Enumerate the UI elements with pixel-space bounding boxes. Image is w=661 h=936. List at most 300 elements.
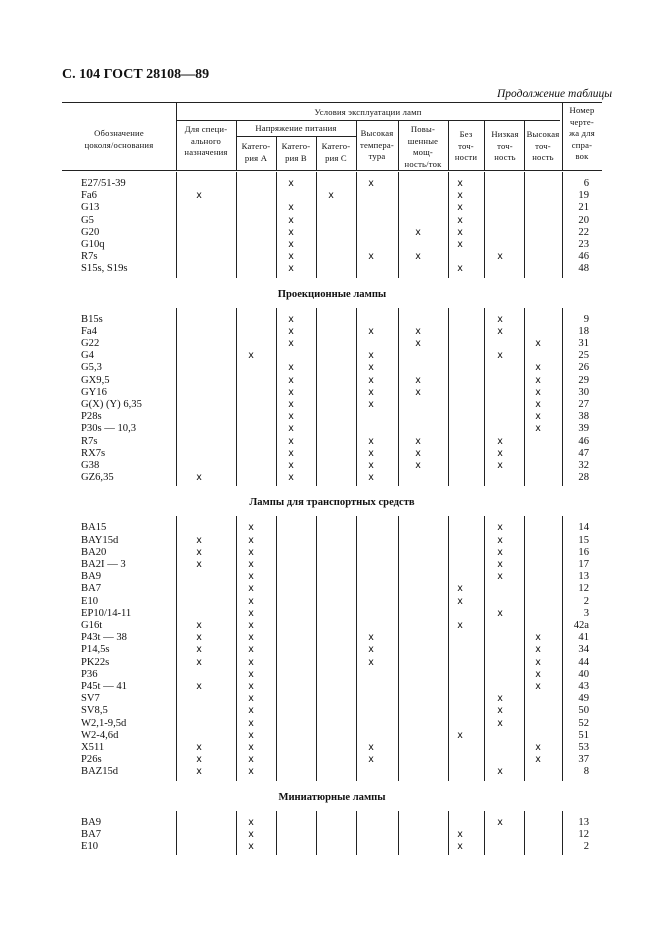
drawing-ref: 15 bbox=[578, 534, 589, 546]
applicability-mark: x bbox=[248, 717, 254, 729]
applicability-mark: x bbox=[457, 729, 463, 741]
applicability-mark: x bbox=[415, 251, 421, 263]
base-designation: BA20 bbox=[81, 546, 107, 558]
applicability-mark: x bbox=[368, 362, 374, 374]
drawing-ref: 9 bbox=[583, 313, 589, 325]
applicability-mark: x bbox=[196, 632, 202, 644]
base-designation: RX7s bbox=[81, 447, 106, 459]
table-row bbox=[0, 522, 661, 534]
table-row bbox=[0, 338, 661, 350]
table-row bbox=[0, 350, 661, 362]
applicability-mark: x bbox=[497, 607, 503, 619]
applicability-mark: x bbox=[196, 620, 202, 631]
applicability-mark: x bbox=[415, 226, 421, 238]
base-designation: PK22s bbox=[81, 656, 110, 668]
applicability-mark: x bbox=[368, 325, 374, 337]
applicability-mark: x bbox=[288, 338, 294, 349]
base-designation: S15s, S19s bbox=[81, 263, 128, 275]
applicability-mark: x bbox=[368, 644, 374, 656]
applicability-mark: x bbox=[288, 374, 294, 386]
table-row bbox=[0, 251, 661, 263]
table-row bbox=[0, 263, 661, 275]
drawing-ref: 40 bbox=[578, 668, 589, 680]
applicability-mark: x bbox=[535, 668, 541, 680]
applicability-mark: x bbox=[457, 214, 463, 226]
applicability-mark: x bbox=[535, 386, 541, 398]
applicability-mark: x bbox=[248, 632, 254, 644]
col-header-special: Для специ- ального назначения bbox=[184, 124, 228, 157]
col-header-high-temp: Высокая темпера- тура bbox=[360, 128, 394, 161]
base-designation: G13 bbox=[81, 202, 100, 214]
drawing-ref: 23 bbox=[578, 239, 589, 250]
table-row bbox=[0, 841, 661, 853]
drawing-ref: 31 bbox=[578, 338, 589, 349]
applicability-mark: x bbox=[196, 656, 202, 668]
column-rule bbox=[484, 120, 485, 170]
drawing-ref: 2 bbox=[583, 595, 589, 607]
applicability-mark: x bbox=[457, 178, 463, 189]
applicability-mark: x bbox=[497, 522, 503, 534]
applicability-mark: x bbox=[248, 705, 254, 717]
applicability-mark: x bbox=[415, 435, 421, 447]
table-row bbox=[0, 681, 661, 693]
applicability-mark: x bbox=[196, 472, 202, 484]
drawing-ref: 6 bbox=[583, 178, 589, 189]
drawing-ref: 26 bbox=[578, 362, 589, 374]
applicability-mark: x bbox=[457, 620, 463, 631]
column-rule bbox=[276, 136, 277, 170]
drawing-ref: 34 bbox=[578, 644, 589, 656]
applicability-mark: x bbox=[248, 656, 254, 668]
applicability-mark: x bbox=[248, 754, 254, 766]
column-rule bbox=[398, 120, 399, 170]
drawing-ref: 14 bbox=[578, 522, 589, 534]
table-row bbox=[0, 718, 661, 730]
table-row bbox=[0, 399, 661, 411]
col-header-ref: Номер черте- жа для спра- вок bbox=[569, 105, 595, 161]
applicability-mark: x bbox=[248, 583, 254, 595]
table-row bbox=[0, 817, 661, 829]
col-header-voltage: Напряжение питания bbox=[255, 123, 337, 133]
base-designation: R7s bbox=[81, 435, 98, 447]
base-designation: G38 bbox=[81, 460, 100, 471]
base-designation: E10 bbox=[81, 595, 99, 607]
applicability-mark: x bbox=[535, 411, 541, 423]
table-row bbox=[0, 583, 661, 595]
applicability-mark: x bbox=[457, 202, 463, 214]
applicability-mark: x bbox=[535, 754, 541, 766]
base-designation: BA7 bbox=[81, 828, 102, 840]
drawing-ref: 38 bbox=[578, 411, 589, 423]
applicability-mark: x bbox=[368, 435, 374, 447]
applicability-mark: x bbox=[248, 595, 254, 607]
table-row bbox=[0, 608, 661, 620]
table-row bbox=[0, 730, 661, 742]
applicability-mark: x bbox=[457, 190, 463, 202]
applicability-mark: x bbox=[196, 546, 202, 558]
applicability-mark: x bbox=[248, 522, 254, 534]
table-top-rule bbox=[62, 102, 602, 103]
applicability-mark: x bbox=[497, 717, 503, 729]
base-designation: G4 bbox=[81, 350, 94, 362]
applicability-mark: x bbox=[497, 460, 503, 471]
base-designation: G5 bbox=[81, 214, 94, 226]
applicability-mark: x bbox=[288, 263, 294, 275]
table-row bbox=[0, 596, 661, 608]
table-row bbox=[0, 215, 661, 227]
applicability-mark: x bbox=[535, 374, 541, 386]
applicability-mark: x bbox=[288, 178, 294, 189]
section-title: Проекционные лампы bbox=[277, 288, 387, 300]
base-designation: G16t bbox=[81, 620, 103, 631]
base-designation: P36 bbox=[81, 668, 98, 680]
applicability-mark: x bbox=[457, 841, 463, 852]
applicability-mark: x bbox=[415, 374, 421, 386]
base-designation: W2-4,6d bbox=[81, 729, 119, 741]
base-designation: P28s bbox=[81, 411, 102, 423]
applicability-mark: x bbox=[368, 399, 374, 410]
table-row bbox=[0, 411, 661, 423]
applicability-mark: x bbox=[535, 656, 541, 668]
column-rule bbox=[316, 136, 317, 170]
col-header-high-power: Повы- шенные мощ- ность/ток bbox=[404, 124, 442, 169]
applicability-mark: x bbox=[248, 742, 254, 753]
table-row bbox=[0, 436, 661, 448]
applicability-mark: x bbox=[196, 742, 202, 753]
drawing-ref: 28 bbox=[578, 472, 589, 484]
drawing-ref: 25 bbox=[578, 350, 589, 362]
applicability-mark: x bbox=[368, 350, 374, 362]
applicability-mark: x bbox=[248, 534, 254, 546]
applicability-mark: x bbox=[415, 460, 421, 471]
drawing-ref: 20 bbox=[578, 214, 589, 226]
applicability-mark: x bbox=[288, 325, 294, 337]
applicability-mark: x bbox=[535, 399, 541, 410]
applicability-mark: x bbox=[535, 632, 541, 644]
column-rule bbox=[356, 120, 357, 170]
base-designation: BA9 bbox=[81, 816, 102, 828]
applicability-mark: x bbox=[497, 534, 503, 546]
applicability-mark: x bbox=[497, 435, 503, 447]
applicability-mark: x bbox=[288, 447, 294, 459]
applicability-mark: x bbox=[248, 828, 254, 840]
table-row bbox=[0, 829, 661, 841]
drawing-ref: 42a bbox=[573, 620, 589, 631]
table-row bbox=[0, 460, 661, 472]
col-header-high-precision: Высокая точ- ность bbox=[526, 129, 560, 162]
drawing-ref: 17 bbox=[578, 559, 589, 570]
applicability-mark: x bbox=[368, 742, 374, 753]
drawing-ref: 3 bbox=[583, 607, 589, 619]
base-designation: BA9 bbox=[81, 571, 102, 583]
drawing-ref: 51 bbox=[578, 729, 589, 741]
applicability-mark: x bbox=[368, 374, 374, 386]
col-header-group: Условия эксплуатации ламп bbox=[314, 107, 422, 117]
drawing-ref: 8 bbox=[583, 766, 589, 778]
applicability-mark: x bbox=[457, 595, 463, 607]
applicability-mark: x bbox=[535, 362, 541, 374]
applicability-mark: x bbox=[196, 754, 202, 766]
applicability-mark: x bbox=[457, 239, 463, 250]
drawing-ref: 19 bbox=[578, 190, 589, 202]
applicability-mark: x bbox=[248, 559, 254, 570]
applicability-mark: x bbox=[497, 705, 503, 717]
drawing-ref: 18 bbox=[578, 325, 589, 337]
column-rule bbox=[236, 120, 237, 170]
applicability-mark: x bbox=[288, 202, 294, 214]
base-designation: BA2I — 3 bbox=[81, 559, 126, 570]
applicability-mark: x bbox=[196, 559, 202, 570]
applicability-mark: x bbox=[368, 754, 374, 766]
table-row bbox=[0, 423, 661, 435]
applicability-mark: x bbox=[368, 251, 374, 263]
base-designation: X511 bbox=[81, 742, 105, 753]
base-designation: EP10/14-11 bbox=[81, 607, 132, 619]
drawing-ref: 16 bbox=[578, 546, 589, 558]
applicability-mark: x bbox=[457, 263, 463, 275]
table-row bbox=[0, 547, 661, 559]
table-row bbox=[0, 190, 661, 202]
table-row bbox=[0, 559, 661, 571]
applicability-mark: x bbox=[196, 644, 202, 656]
table-row bbox=[0, 227, 661, 239]
base-designation: Fa4 bbox=[81, 325, 97, 337]
base-designation: GX9,5 bbox=[81, 374, 110, 386]
drawing-ref: 46 bbox=[578, 251, 589, 263]
applicability-mark: x bbox=[248, 571, 254, 583]
page-header-right: Продолжение таблицы bbox=[496, 88, 612, 100]
applicability-mark: x bbox=[248, 681, 254, 692]
applicability-mark: x bbox=[288, 435, 294, 447]
table-row bbox=[0, 644, 661, 656]
applicability-mark: x bbox=[415, 447, 421, 459]
base-designation: BA15 bbox=[81, 522, 107, 534]
drawing-ref: 30 bbox=[578, 386, 589, 398]
base-designation: P26s bbox=[81, 754, 102, 766]
drawing-ref: 27 bbox=[578, 399, 589, 410]
base-designation: G22 bbox=[81, 338, 100, 349]
applicability-mark: x bbox=[497, 350, 503, 362]
base-designation: P43t — 38 bbox=[81, 632, 127, 644]
drawing-ref: 21 bbox=[578, 202, 589, 214]
applicability-mark: x bbox=[288, 313, 294, 325]
applicability-mark: x bbox=[288, 423, 294, 435]
applicability-mark: x bbox=[368, 472, 374, 484]
column-rule bbox=[562, 102, 563, 170]
applicability-mark: x bbox=[497, 325, 503, 337]
table-row bbox=[0, 535, 661, 547]
applicability-mark: x bbox=[288, 386, 294, 398]
applicability-mark: x bbox=[248, 607, 254, 619]
applicability-mark: x bbox=[288, 411, 294, 423]
table-row bbox=[0, 239, 661, 251]
drawing-ref: 22 bbox=[578, 226, 589, 238]
base-designation: P14,5s bbox=[81, 644, 110, 656]
table-row bbox=[0, 632, 661, 644]
applicability-mark: x bbox=[248, 350, 254, 362]
column-rule bbox=[176, 102, 177, 170]
applicability-mark: x bbox=[288, 362, 294, 374]
applicability-mark: x bbox=[535, 423, 541, 435]
table-row bbox=[0, 657, 661, 669]
drawing-ref: 50 bbox=[578, 705, 589, 717]
applicability-mark: x bbox=[535, 338, 541, 349]
applicability-mark: x bbox=[288, 226, 294, 238]
table-row bbox=[0, 669, 661, 681]
base-designation: W2,1-9,5d bbox=[81, 717, 127, 729]
table-row bbox=[0, 754, 661, 766]
applicability-mark: x bbox=[497, 447, 503, 459]
base-designation: R7s bbox=[81, 251, 98, 263]
drawing-ref: 47 bbox=[578, 447, 589, 459]
col-header-cat-a: Катего- рия А bbox=[241, 141, 271, 163]
table-row bbox=[0, 178, 661, 190]
table-row bbox=[0, 620, 661, 632]
table-row bbox=[0, 693, 661, 705]
base-designation: G20 bbox=[81, 226, 100, 238]
applicability-mark: x bbox=[288, 399, 294, 410]
base-designation: G(X) (Y) 6,35 bbox=[81, 399, 142, 410]
table-row bbox=[0, 362, 661, 374]
group-rule bbox=[176, 120, 560, 121]
applicability-mark: x bbox=[497, 693, 503, 705]
drawing-ref: 41 bbox=[578, 632, 589, 644]
drawing-ref: 49 bbox=[578, 693, 589, 705]
applicability-mark: x bbox=[368, 460, 374, 471]
drawing-ref: 48 bbox=[578, 263, 589, 275]
applicability-mark: x bbox=[288, 251, 294, 263]
base-designation: GZ6,35 bbox=[81, 472, 114, 484]
table-row bbox=[0, 314, 661, 326]
applicability-mark: x bbox=[368, 447, 374, 459]
drawing-ref: 52 bbox=[578, 717, 589, 729]
applicability-mark: x bbox=[196, 766, 202, 778]
table-row bbox=[0, 375, 661, 387]
base-designation: BAY15d bbox=[81, 534, 119, 546]
base-designation: E27/51-39 bbox=[81, 178, 126, 189]
applicability-mark: x bbox=[535, 644, 541, 656]
drawing-ref: 12 bbox=[578, 828, 589, 840]
applicability-mark: x bbox=[248, 620, 254, 631]
col-header-cat-b: Катего- рия В bbox=[281, 141, 311, 163]
col-header-name: Обозначение цоколя/основания bbox=[84, 128, 154, 150]
applicability-mark: x bbox=[368, 386, 374, 398]
column-rule bbox=[448, 120, 449, 170]
applicability-mark: x bbox=[196, 681, 202, 692]
applicability-mark: x bbox=[457, 226, 463, 238]
page-header-left: С. 104 ГОСТ 28108—89 bbox=[62, 67, 210, 82]
applicability-mark: x bbox=[415, 386, 421, 398]
base-designation: Fa6 bbox=[81, 190, 97, 202]
base-designation: SV8,5 bbox=[81, 705, 108, 717]
drawing-ref: 32 bbox=[578, 460, 589, 471]
drawing-ref: 12 bbox=[578, 583, 589, 595]
applicability-mark: x bbox=[535, 681, 541, 692]
applicability-mark: x bbox=[497, 313, 503, 325]
applicability-mark: x bbox=[415, 338, 421, 349]
applicability-mark: x bbox=[457, 828, 463, 840]
col-header-cat-c: Катего- рия С bbox=[321, 141, 351, 163]
section-title: Лампы для транспортных средств bbox=[249, 497, 415, 509]
drawing-ref: 43 bbox=[578, 681, 589, 692]
applicability-mark: x bbox=[497, 816, 503, 828]
table-row bbox=[0, 742, 661, 754]
drawing-ref: 13 bbox=[578, 571, 589, 583]
applicability-mark: x bbox=[248, 668, 254, 680]
table-row bbox=[0, 448, 661, 460]
drawing-ref: 44 bbox=[578, 656, 589, 668]
applicability-mark: x bbox=[196, 534, 202, 546]
applicability-mark: x bbox=[497, 559, 503, 570]
applicability-mark: x bbox=[497, 546, 503, 558]
table-row bbox=[0, 387, 661, 399]
applicability-mark: x bbox=[535, 742, 541, 753]
base-designation: P45t — 41 bbox=[81, 681, 127, 692]
base-designation: G5,3 bbox=[81, 362, 102, 374]
applicability-mark: x bbox=[248, 766, 254, 778]
base-designation: B15s bbox=[81, 313, 103, 325]
table-row bbox=[0, 472, 661, 484]
applicability-mark: x bbox=[497, 251, 503, 263]
voltage-rule bbox=[236, 136, 356, 137]
drawing-ref: 13 bbox=[578, 816, 589, 828]
col-header-no-precision: Без точ- ности bbox=[454, 129, 478, 162]
base-designation: BA7 bbox=[81, 583, 102, 595]
header-bottom-rule bbox=[62, 170, 602, 171]
applicability-mark: x bbox=[288, 239, 294, 250]
column-rule bbox=[524, 120, 525, 170]
applicability-mark: x bbox=[328, 190, 334, 202]
drawing-ref: 46 bbox=[578, 435, 589, 447]
applicability-mark: x bbox=[288, 214, 294, 226]
base-designation: SV7 bbox=[81, 693, 100, 705]
table-row bbox=[0, 326, 661, 338]
drawing-ref: 53 bbox=[578, 742, 589, 753]
base-designation: P30s — 10,3 bbox=[81, 423, 137, 435]
base-designation: BAZ15d bbox=[81, 766, 119, 778]
applicability-mark: x bbox=[248, 546, 254, 558]
applicability-mark: x bbox=[288, 460, 294, 471]
drawing-ref: 2 bbox=[583, 841, 589, 852]
applicability-mark: x bbox=[288, 472, 294, 484]
applicability-mark: x bbox=[497, 571, 503, 583]
applicability-mark: x bbox=[415, 325, 421, 337]
section-title: Миниатюрные лампы bbox=[278, 791, 386, 803]
base-designation: GY16 bbox=[81, 386, 107, 398]
applicability-mark: x bbox=[248, 644, 254, 656]
drawing-ref: 29 bbox=[578, 374, 589, 386]
applicability-mark: x bbox=[248, 693, 254, 705]
applicability-mark: x bbox=[196, 190, 202, 202]
table-row bbox=[0, 705, 661, 717]
base-designation: G10q bbox=[81, 239, 105, 250]
drawing-ref: 37 bbox=[578, 754, 589, 766]
applicability-mark: x bbox=[248, 816, 254, 828]
table-row bbox=[0, 571, 661, 583]
applicability-mark: x bbox=[457, 583, 463, 595]
applicability-mark: x bbox=[368, 656, 374, 668]
col-header-low-precision: Низкая точ- ность bbox=[491, 129, 519, 162]
drawing-ref: 39 bbox=[578, 423, 589, 435]
applicability-mark: x bbox=[368, 632, 374, 644]
applicability-mark: x bbox=[368, 178, 374, 189]
table-row bbox=[0, 202, 661, 214]
table-row bbox=[0, 766, 661, 778]
base-designation: E10 bbox=[81, 841, 99, 852]
applicability-mark: x bbox=[497, 766, 503, 778]
applicability-mark: x bbox=[248, 729, 254, 741]
applicability-mark: x bbox=[248, 841, 254, 852]
